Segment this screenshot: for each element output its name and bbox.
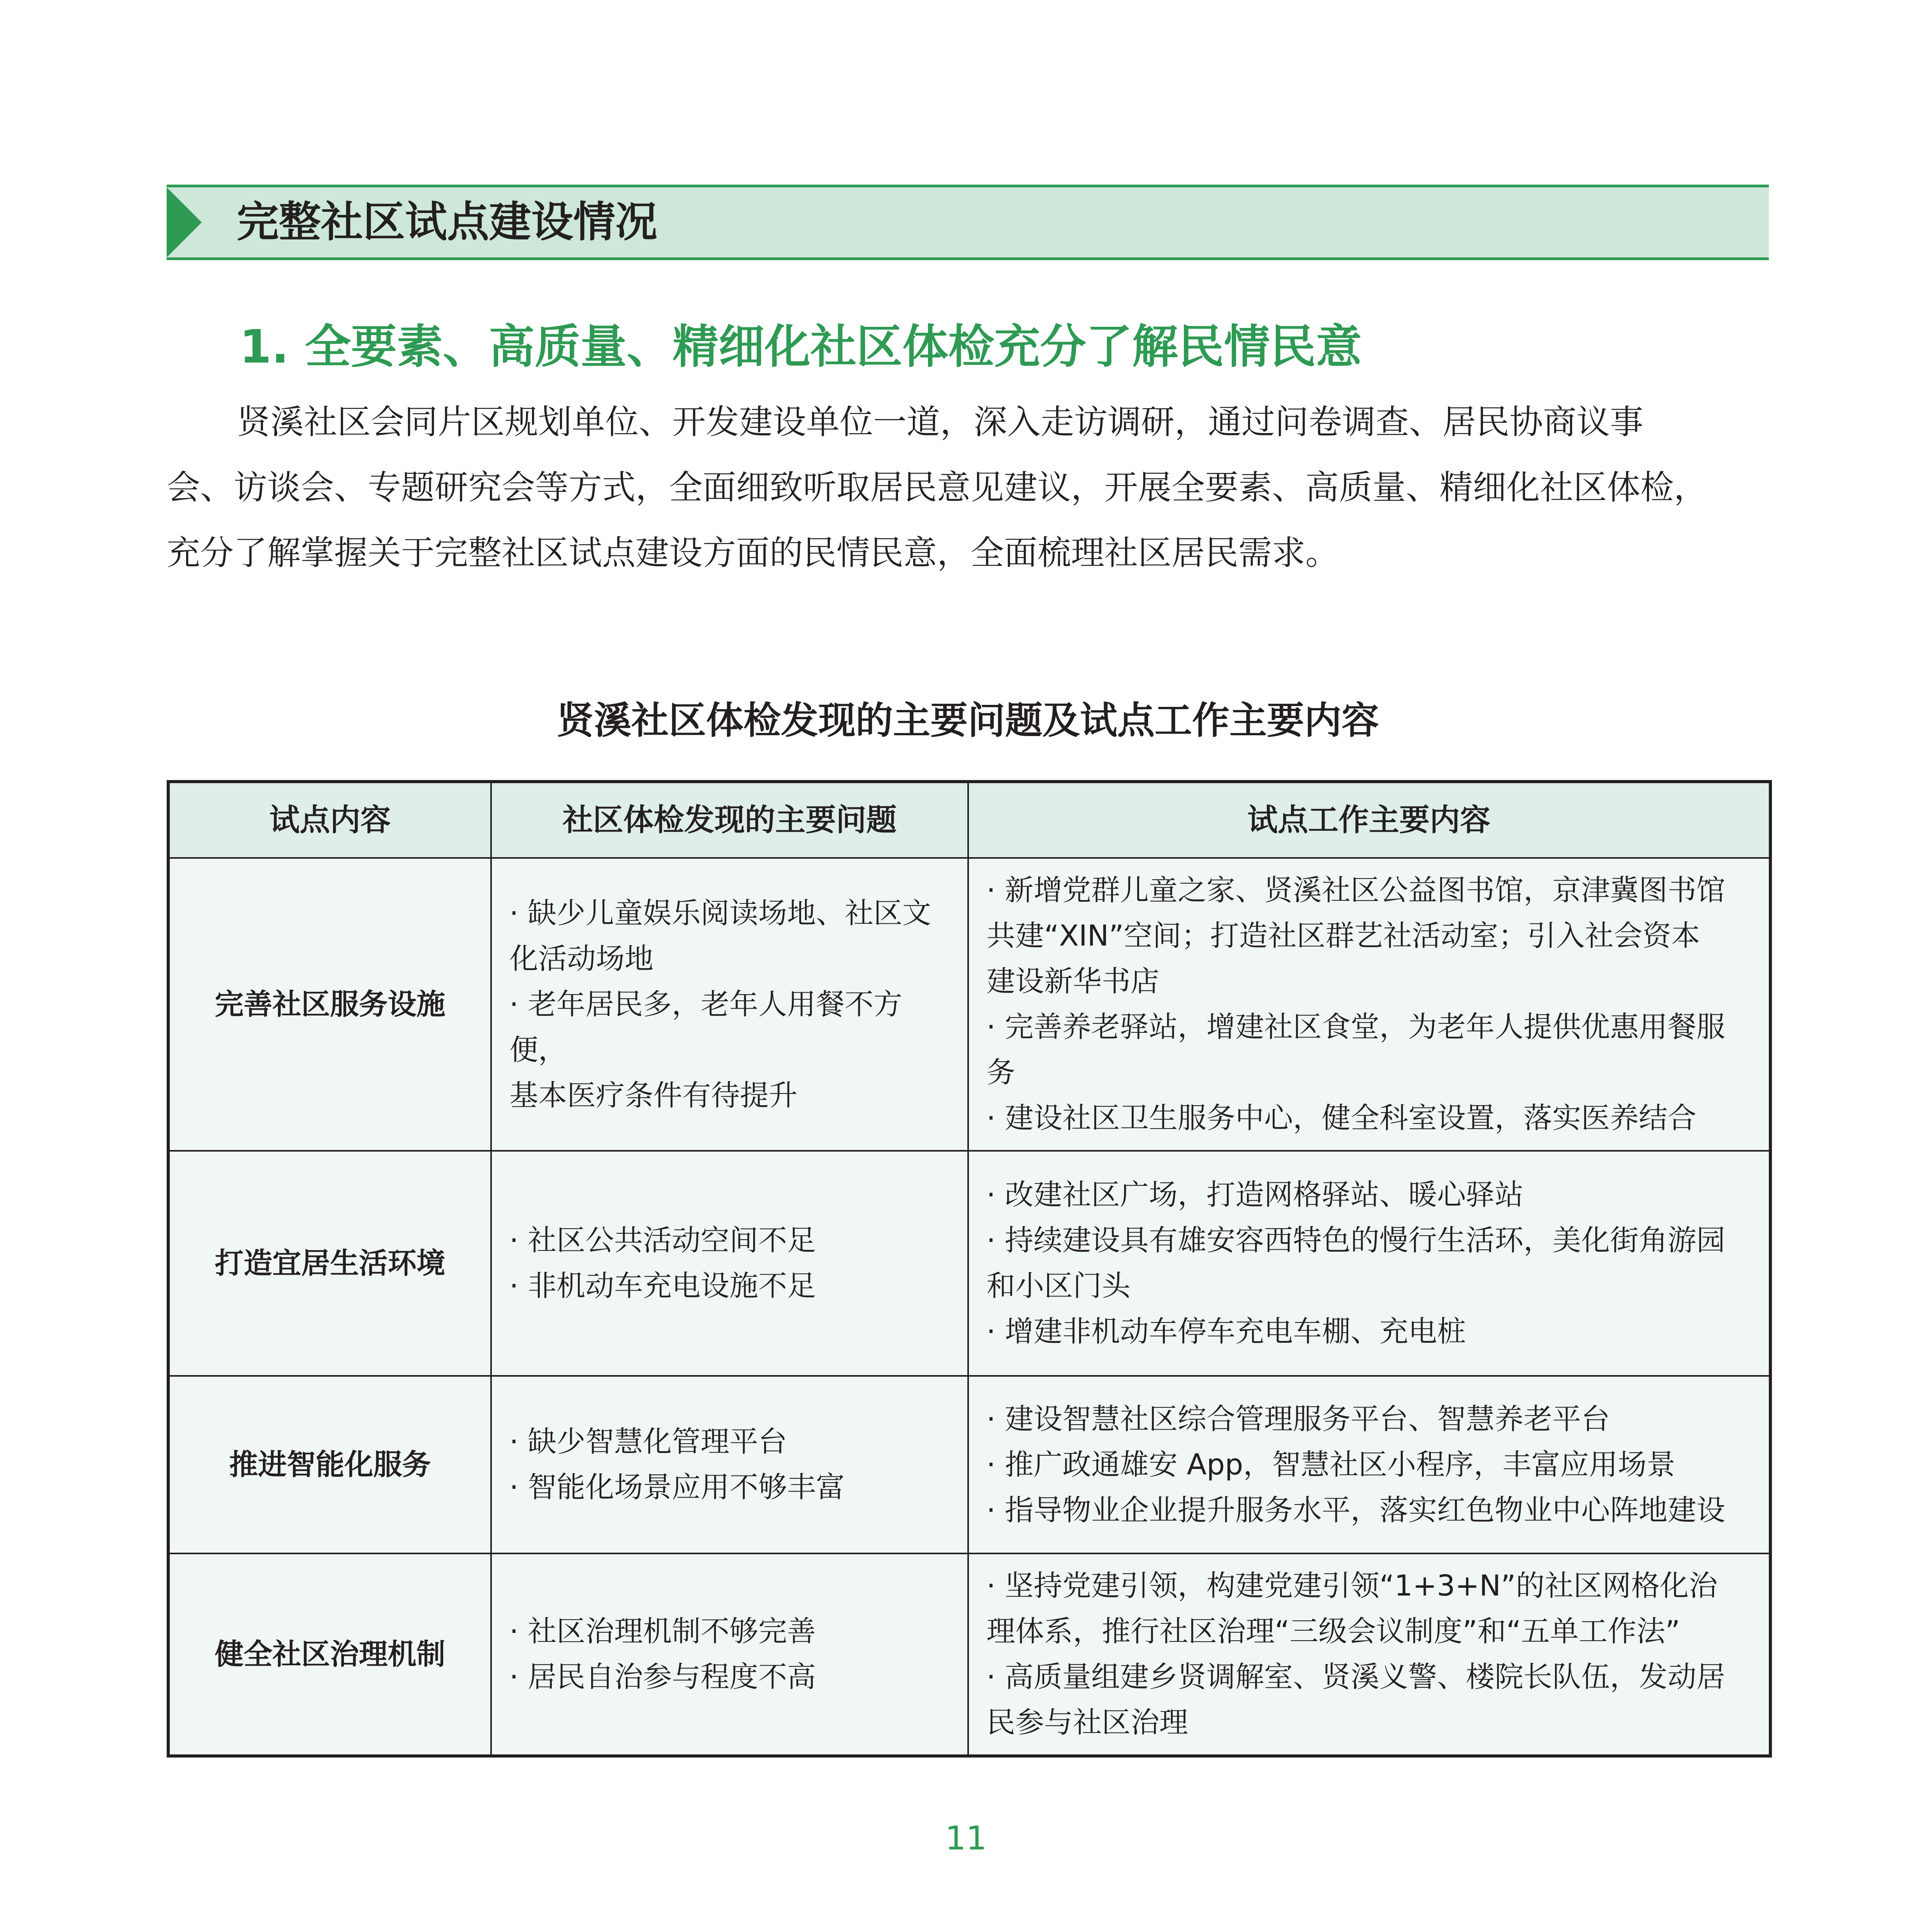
paragraph-line: 贤溪社区会同片区规划单位、开发建设单位一道，深入走访调研，通过问卷调查、居民协商议事: [237, 403, 1643, 442]
problem-line: · 缺少智慧化管理平台: [509, 1425, 787, 1458]
row-category: 打造宜居生活环境: [168, 1151, 491, 1376]
row-actions: [968, 1151, 1770, 1376]
action-line: 建设新华书店: [986, 965, 1159, 998]
problem-line: · 老年居民多，老年人用餐不方便，: [509, 987, 903, 1067]
action-line: · 增建非机动车停车充电车棚、充电桩: [986, 1315, 1466, 1348]
problem-line: · 缺少儿童娱乐阅读场地、社区文: [509, 896, 932, 930]
action-line: · 持续建设具有雄安容西特色的慢行生活环，美化街角游园: [986, 1224, 1726, 1257]
action-line: 共建“XIN”空间；打造社区群艺社活动室；引入社会资本: [986, 919, 1700, 953]
problem-line: · 智能化场景应用不够丰富: [509, 1471, 845, 1504]
page-number: 11: [945, 1819, 987, 1857]
row-actions: [968, 1376, 1770, 1553]
row-category: 健全社区治理机制: [168, 1553, 491, 1756]
problem-line: · 非机动车充电设施不足: [509, 1269, 816, 1303]
action-line: 和小区门头: [986, 1269, 1131, 1303]
action-line: · 建设智慧社区综合管理服务平台、智慧养老平台: [986, 1402, 1610, 1436]
action-line: · 改建社区广场，打造网格驿站、暖心驿站: [986, 1178, 1524, 1212]
section-title: 完整社区试点建设情况: [237, 198, 658, 247]
action-line: · 指导物业企业提升服务水平，落实红色物业中心阵地建设: [986, 1493, 1726, 1527]
table-title: 贤溪社区体检发现的主要问题及试点工作主要内容: [557, 699, 1379, 742]
action-line: · 坚持党建引领，构建党建引领“1+3+N”的社区网格化治: [986, 1569, 1718, 1603]
header-work-content: 试点工作主要内容: [968, 782, 1770, 858]
paragraph-line: 会、访谈会、专题研究会等方式，全面细致听取居民意见建议，开展全要素、高质量、精细化社区体检，: [167, 468, 1707, 507]
action-line: · 高质量组建乡贤调解室、贤溪义警、楼院长队伍，发动居: [986, 1660, 1726, 1694]
table-row: [168, 858, 1770, 1151]
action-line: · 建设社区卫生服务中心，健全科室设置，落实医养结合: [986, 1101, 1697, 1135]
header-problems: 社区体检发现的主要问题: [491, 782, 968, 858]
row-category: 推进智能化服务: [168, 1376, 491, 1553]
table-row: [168, 1376, 1770, 1553]
action-line: · 完善养老驿站，增建社区食堂，为老年人提供优惠用餐服: [986, 1010, 1726, 1044]
row-problems: [491, 858, 968, 1151]
row-problems: [491, 1376, 968, 1553]
table-row: [168, 1553, 1770, 1756]
problem-line: · 社区治理机制不够完善: [509, 1615, 816, 1648]
problem-line: 化活动场地: [509, 942, 653, 976]
row-problems: [491, 1553, 968, 1756]
action-line: 民参与社区治理: [986, 1706, 1188, 1739]
section-banner: [167, 185, 1769, 260]
body-paragraph: [167, 389, 1769, 586]
action-line: · 推广政通雄安 App，智慧社区小程序，丰富应用场景: [986, 1448, 1676, 1481]
action-line: 理体系，推行社区治理“三级会议制度”和“五单工作法”: [986, 1615, 1680, 1648]
problem-line: 基本医疗条件有待提升: [509, 1078, 798, 1112]
subheading: 1. 全要素、高质量、精细化社区体检充分了解民情民意: [240, 320, 1362, 373]
row-category: 完善社区服务设施: [168, 858, 491, 1151]
issues-table: [167, 780, 1772, 1758]
table-header-row: [168, 782, 1770, 858]
action-line: · 新增党群儿童之家、贤溪社区公益图书馆，京津冀图书馆: [986, 874, 1726, 907]
table-row: [168, 1151, 1770, 1376]
action-line: 务: [986, 1056, 1015, 1089]
problem-line: · 社区公共活动空间不足: [509, 1224, 816, 1257]
paragraph-line: 充分了解掌握关于完整社区试点建设方面的民情民意，全面梳理社区居民需求。: [167, 534, 1339, 572]
header-pilot-content: 试点内容: [168, 782, 491, 858]
arrow-icon: [167, 187, 202, 257]
row-problems: [491, 1151, 968, 1376]
row-actions: [968, 1553, 1770, 1756]
problem-line: · 居民自治参与程度不高: [509, 1660, 816, 1694]
row-actions: [968, 858, 1770, 1151]
